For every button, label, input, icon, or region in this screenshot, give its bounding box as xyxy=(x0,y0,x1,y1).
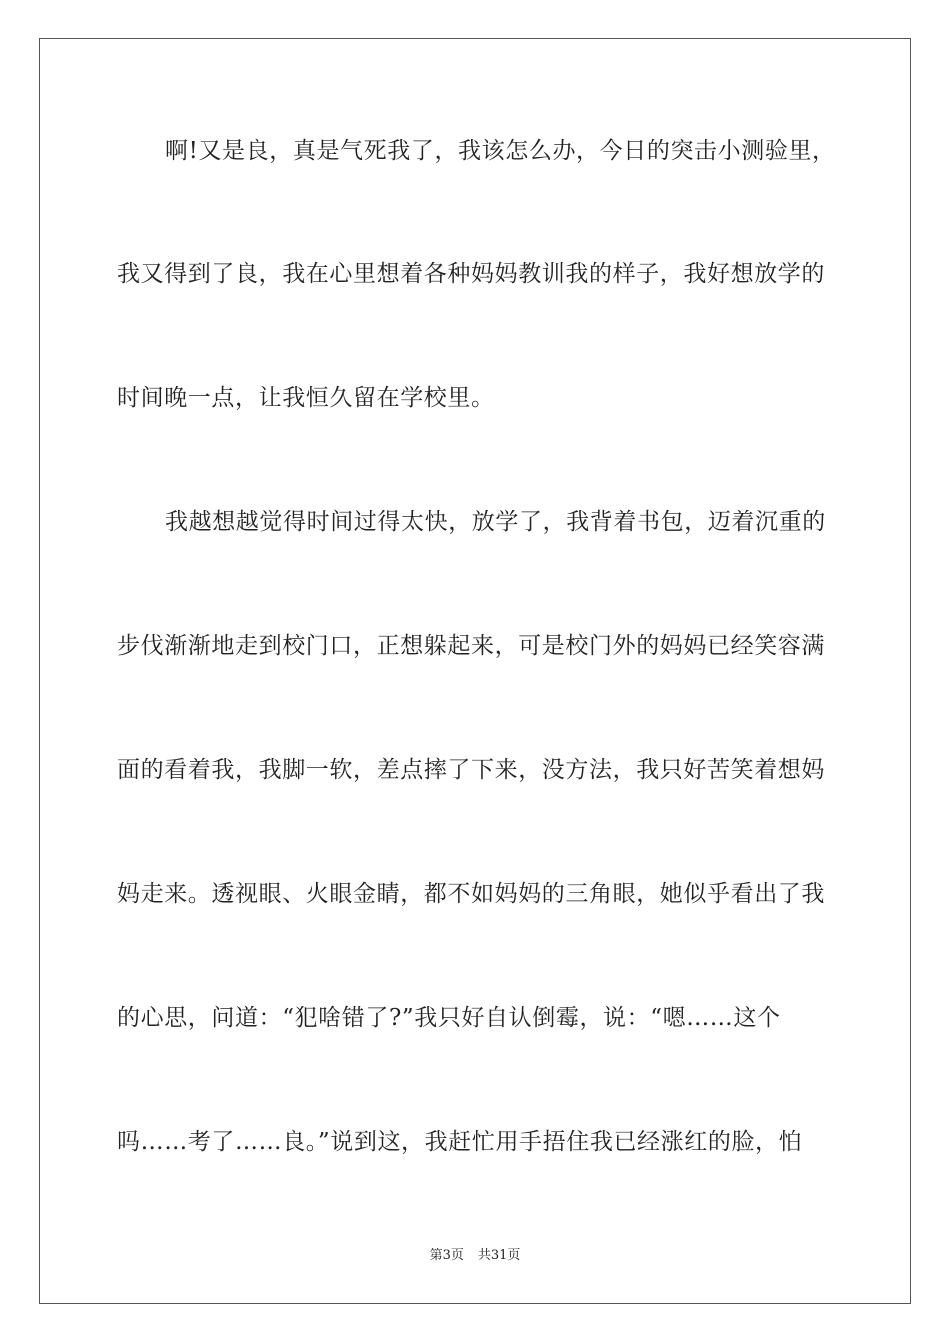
total-pages: 共31页 xyxy=(477,1248,521,1263)
page-border xyxy=(39,38,911,1304)
page-footer xyxy=(0,1244,950,1263)
paragraph-2-line-2: 步伐渐渐地走到校门口，正想躲起来，可是校门外的妈妈已经笑容满 xyxy=(117,633,825,659)
paragraph-2-line-4: 妈走来。透视眼、火眼金睛，都不如妈妈的三角眼，她似乎看出了我 xyxy=(117,881,825,907)
paragraph-2-line-3: 面的看着我，我脚一软，差点摔了下来，没方法，我只好苦笑着想妈 xyxy=(117,757,825,783)
paragraph-1-line-1: 啊!又是良，真是气死我了，我该怎么办，今日的突击小测验里， xyxy=(165,138,836,164)
paragraph-2-line-1: 我越想越觉得时间过得太快，放学了，我背着书包，迈着沉重的 xyxy=(165,509,826,535)
paragraph-2-line-6: 吗……考了……良。”说到这，我赶忙用手捂住我已经涨红的脸，怕 xyxy=(117,1129,803,1155)
paragraph-1-line-3: 时间晚一点，让我恒久留在学校里。 xyxy=(117,385,495,411)
paragraph-1-line-2: 我又得到了良，我在心里想着各种妈妈教训我的样子，我好想放学的 xyxy=(117,261,825,287)
page-number: 第3页 xyxy=(429,1248,464,1263)
paragraph-2-line-5: 的心思，问道：“犯啥错了?”我只好自认倒霉，说：“嗯……这个 xyxy=(117,1005,781,1031)
